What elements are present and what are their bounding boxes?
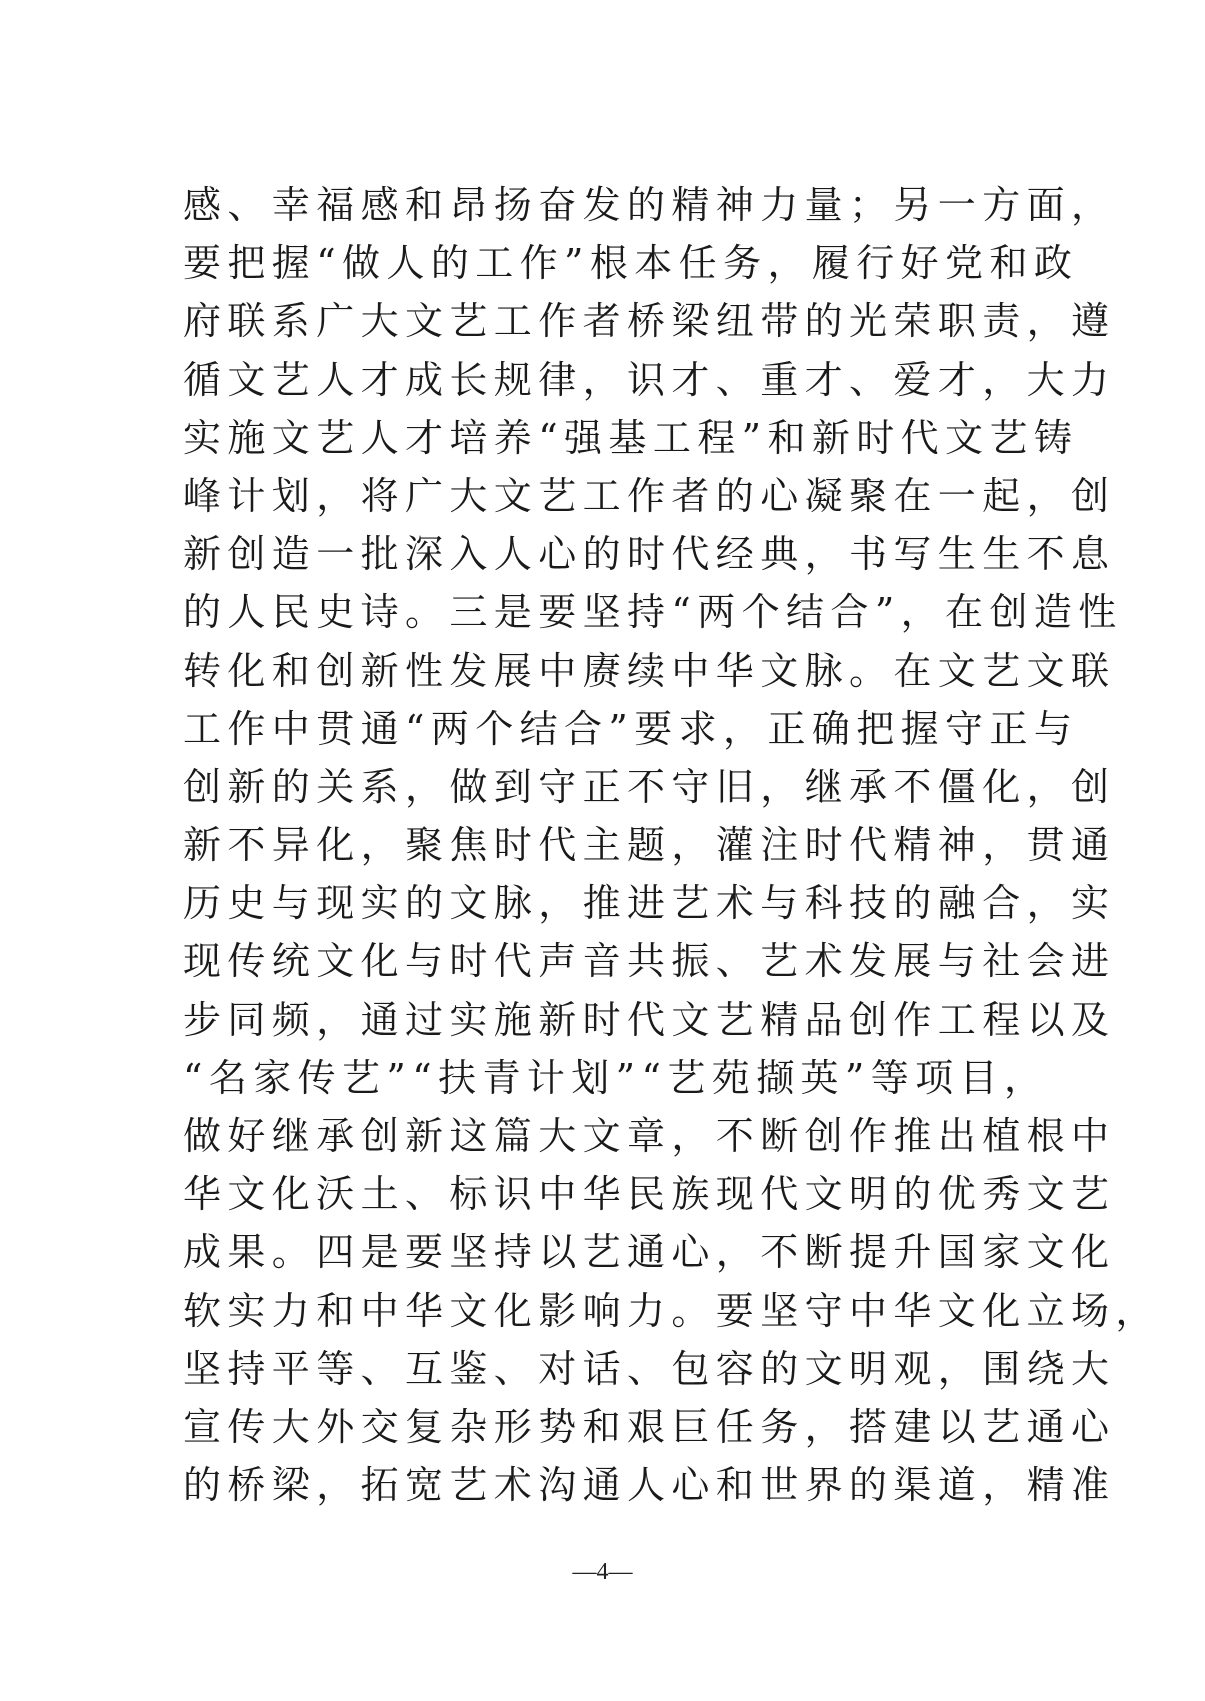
page-number: —4— <box>572 1559 633 1585</box>
text-line: 循文艺人才成长规律，识才、重才、爱才，大力 <box>183 357 1116 402</box>
text-line: 要把握“做人的工作”根本任务，履行好党和政 <box>183 241 1079 286</box>
text-line: 感、幸福感和昂扬奋发的精神力量；另一方面， <box>183 183 1116 227</box>
text-line: 工作中贯通“两个结合”要求，正确把握守正与 <box>183 706 1079 751</box>
text-line: 的人民史诗。三是要坚持“两个结合”，在创造性 <box>183 590 1123 635</box>
text-line: 步同频，通过实施新时代文艺精品创作工程以及 <box>183 997 1116 1042</box>
text-line: “名家传艺”“扶青计划”“艺苑撷英”等项目， <box>183 1055 1049 1100</box>
text-line: 华文化沃土、标识中华民族现代文明的优秀文艺 <box>183 1172 1116 1217</box>
text-line: 坚持平等、互鉴、对话、包容的文明观，围绕大 <box>183 1346 1116 1391</box>
text-line: 现传统文化与时代声音共振、艺术发展与社会进 <box>183 939 1116 984</box>
text-line: 新不异化，聚焦时代主题，灌注时代精神，贯通 <box>183 823 1116 868</box>
text-line: 做好继承创新这篇大文章，不断创作推出植根中 <box>183 1114 1116 1158</box>
text-line: 转化和创新性发展中赓续中华文脉。在文艺文联 <box>183 648 1116 693</box>
text-line: 府联系广大文艺工作者桥梁纽带的光荣职责，遵 <box>183 299 1116 344</box>
text-line: 历史与现实的文脉，推进艺术与科技的融合，实 <box>183 881 1116 926</box>
text-line: 实施文艺人才培养“强基工程”和新时代文艺铸 <box>183 415 1079 460</box>
text-line: 新创造一批深入人心的时代经典，书写生生不息 <box>183 532 1116 577</box>
body-text <box>183 176 1160 1514</box>
text-line: 的桥梁，拓宽艺术沟通人心和世界的渠道，精准 <box>183 1463 1116 1508</box>
text-line: 宣传大外交复杂形势和艰巨任务，搭建以艺通心 <box>183 1404 1116 1449</box>
text-line: 成果。四是要坚持以艺通心，不断提升国家文化 <box>183 1230 1116 1275</box>
text-line: 软实力和中华文化影响力。要坚守中华文化立场， <box>183 1288 1160 1333</box>
text-line: 峰计划，将广大文艺工作者的心凝聚在一起，创 <box>183 473 1116 518</box>
text-line: 创新的关系，做到守正不守旧，继承不僵化，创 <box>183 764 1116 809</box>
